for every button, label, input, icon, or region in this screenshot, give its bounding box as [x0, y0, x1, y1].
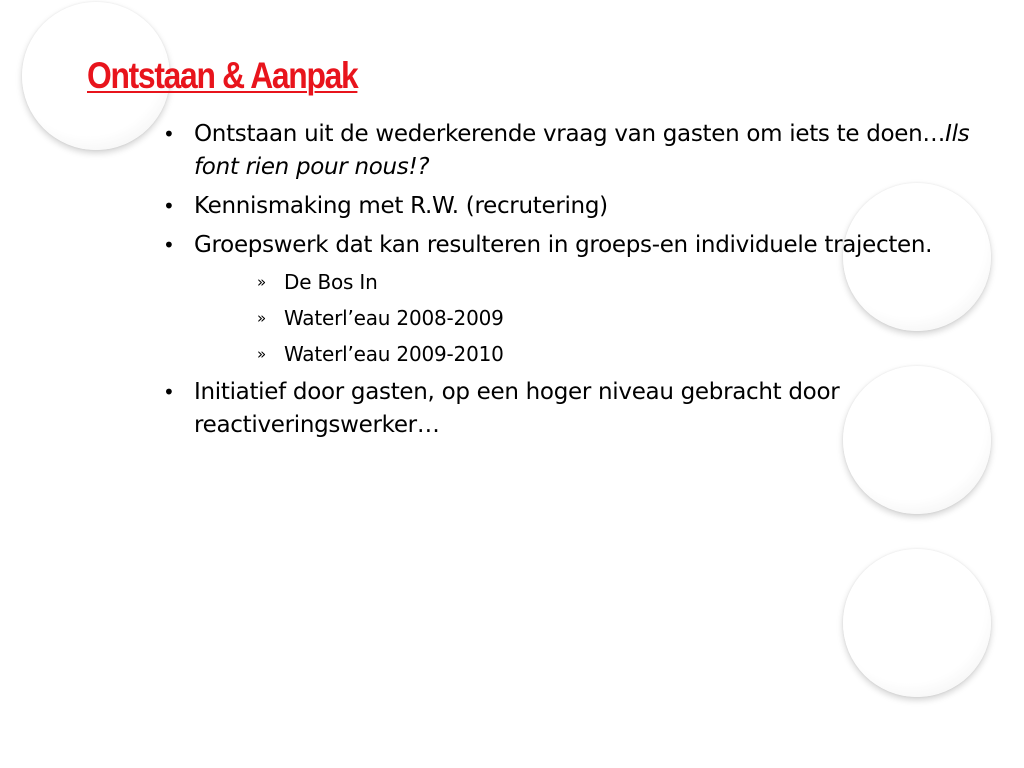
- bullet-dot-icon: •: [163, 233, 175, 257]
- sub-bullet-text: De Bos In: [284, 270, 378, 294]
- slide-body: [160, 118, 980, 448]
- bullet-dot-icon: •: [163, 122, 175, 146]
- bullet-text: Ontstaan uit de wederkerende vraag van gasten om iets te doen…: [194, 121, 946, 147]
- sub-bullet-item: [160, 340, 980, 368]
- bullet-item: [160, 118, 980, 184]
- slide-title: Ontstaan & Aanpak: [87, 55, 358, 96]
- chevron-right-icon: »: [257, 309, 266, 327]
- sub-bullet-text: Waterl’eau 2008-2009: [284, 306, 504, 330]
- sub-bullet-item: [160, 268, 980, 296]
- bullet-text: Groepswerk dat kan resulteren in groeps-en individuele trajecten.: [194, 232, 933, 258]
- bullet-text: Initiatief door gasten, op een hoger niveau gebracht door reactiveringswerker…: [194, 379, 840, 438]
- bullet-item: [160, 376, 980, 442]
- bullet-item: [160, 229, 980, 262]
- sub-bullet-item: [160, 304, 980, 332]
- sub-bullet-text: Waterl’eau 2009-2010: [284, 342, 504, 366]
- decorative-circle-right-3: [843, 549, 991, 697]
- bullet-dot-icon: •: [163, 194, 175, 218]
- bullet-item: [160, 190, 980, 223]
- bullet-text: Kennismaking met R.W. (recrutering): [194, 193, 608, 219]
- chevron-right-icon: »: [257, 273, 266, 291]
- chevron-right-icon: »: [257, 345, 266, 363]
- bullet-dot-icon: •: [163, 380, 175, 404]
- bullet-italic-text: Ils font rien pour nous!?: [194, 121, 970, 180]
